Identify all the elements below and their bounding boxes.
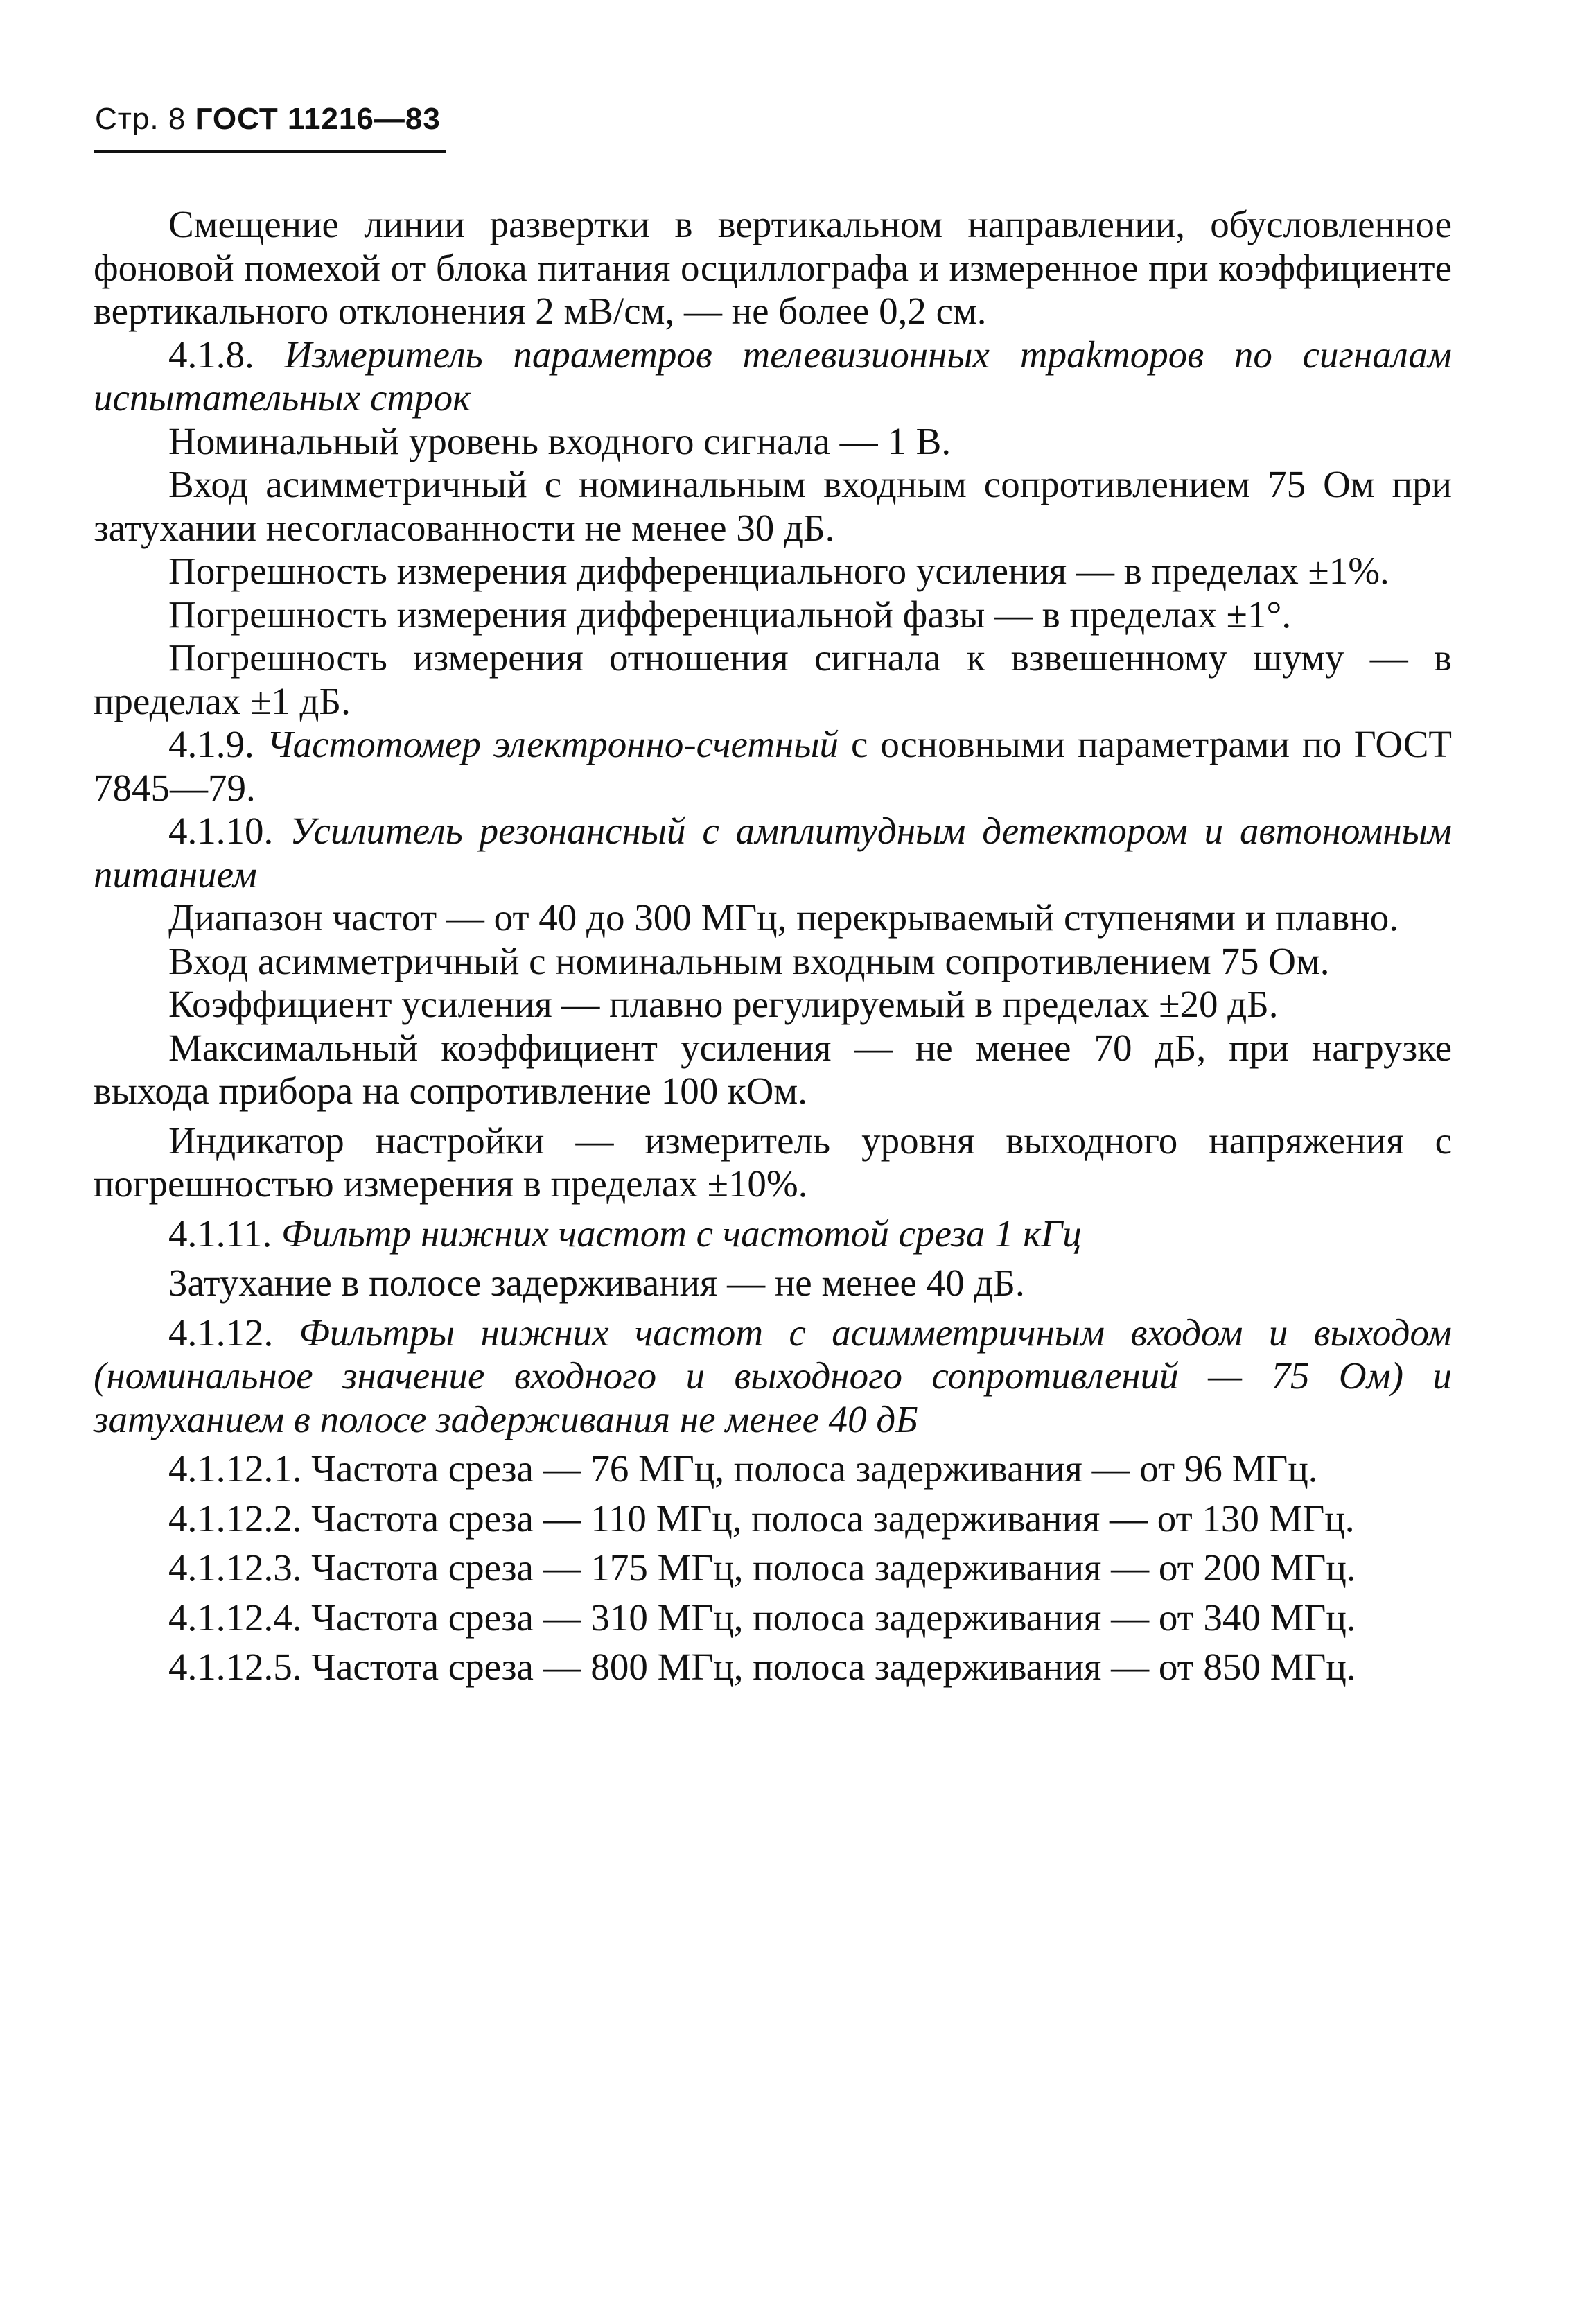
section-4-1-9 — [94, 723, 1452, 810]
section-4-1-12 — [94, 1311, 1452, 1442]
paragraph-max-gain: Максимальный коэффициент усиления — не менее 70 дБ, при нагрузке выхода прибора на сопротивление 100 кОм. — [94, 1026, 1452, 1112]
section-number: 4.1.9. — [168, 723, 254, 765]
section-number: 4.1.8. — [168, 333, 254, 376]
paragraph-gain: Коэффициент усиления — плавно регулируемый в пределах ±20 дБ. — [168, 983, 1279, 1025]
paragraph-stopband-attenuation: Затухание в полосе задерживания — не менее 40 дБ. — [168, 1262, 1025, 1304]
section-4-1-8 — [94, 333, 1452, 420]
paragraph-snr-error: Погрешность измерения отношения сигнала к взвешенному шуму — в пределах ±1 дБ. — [94, 636, 1452, 722]
item-4-1-12-1: 4.1.12.1. Частота среза — 76 МГц, полоса задерживания — от 96 МГц. — [168, 1447, 1318, 1490]
paragraph-sweep-offset: Смещение линии развертки в вертикальном направлении, обусловленное фоновой помехой от блока питания осциллографа и измеренное при коэффициенте вертикального отклонения 2 мВ/см, — не более 0,2 см. — [94, 203, 1452, 332]
item-4-1-12-3: 4.1.12.3. Частота среза — 175 МГц, полоса задерживания — от 200 МГц. — [168, 1546, 1356, 1589]
paragraph-frequency-range: Диапазон частот — от 40 до 300 МГц, перекрываемый ступенями и плавно. — [168, 896, 1398, 939]
paragraph-diff-phase-error: Погрешность измерения дифференциальной фазы — в пределах ±1°. — [168, 593, 1292, 636]
item-4-1-12-5: 4.1.12.5. Частота среза — 800 МГц, полоса задерживания — от 850 МГц. — [168, 1646, 1356, 1688]
section-title: Частотомер электронно-счетный — [266, 723, 839, 765]
paragraph-amp-input: Вход асимметричный с номинальным входным сопротивлением 75 Ом. — [168, 939, 1330, 982]
section-number: 4.1.11. — [168, 1212, 272, 1255]
standard-id: ГОСТ 11216—83 — [195, 102, 441, 136]
section-number: 4.1.12. — [168, 1311, 274, 1354]
item-4-1-12-2: 4.1.12.2. Частота среза — 110 МГц, полоса задерживания — от 130 МГц. — [168, 1497, 1355, 1540]
paragraph-diff-gain-error: Погрешность измерения дифференциального усиления — в пределах ±1%. — [168, 550, 1389, 592]
section-title: Фильтры нижних частот с асимметричным входом и выходом (номинальное значение входного и выходного сопротивлений — 75 Ом) и затуханием в полосе задерживания не менее 40 дБ — [94, 1311, 1452, 1440]
section-title: Фильтр нижних частот с частотой среза 1 кГц — [281, 1212, 1082, 1255]
paragraph-input-level: Номинальный уровень входного сигнала — 1 В. — [168, 419, 952, 462]
paragraph-tuning-indicator: Индикатор настройки — измеритель уровня выходного напряжения с погрешностью измерения в пределах ±10%. — [94, 1119, 1452, 1205]
page-header — [95, 104, 1452, 150]
header-divider — [94, 150, 446, 153]
item-4-1-12-4: 4.1.12.4. Частота среза — 310 МГц, полоса задерживания — от 340 МГц. — [168, 1596, 1356, 1639]
section-number: 4.1.10. — [168, 810, 274, 852]
section-title: Усилитель резонансный с амплитудным детектором и автономным питанием — [94, 810, 1452, 896]
section-rest: с основными параметрами по ГОСТ 7845—79. — [94, 723, 1452, 809]
body-text — [94, 203, 1452, 1689]
document-page — [94, 104, 1452, 1689]
section-title: Измеритель параметров телевизионных трakторов по сигналам испытательных строк — [94, 333, 1452, 419]
paragraph-input-impedance: Вход асимметричный с номинальным входным сопротивлением 75 Ом при затухании несогласованности не менее 30 дБ. — [94, 463, 1452, 549]
section-4-1-10 — [94, 810, 1452, 896]
page-number: Стр. 8 — [95, 102, 186, 136]
section-4-1-11 — [94, 1212, 1452, 1256]
